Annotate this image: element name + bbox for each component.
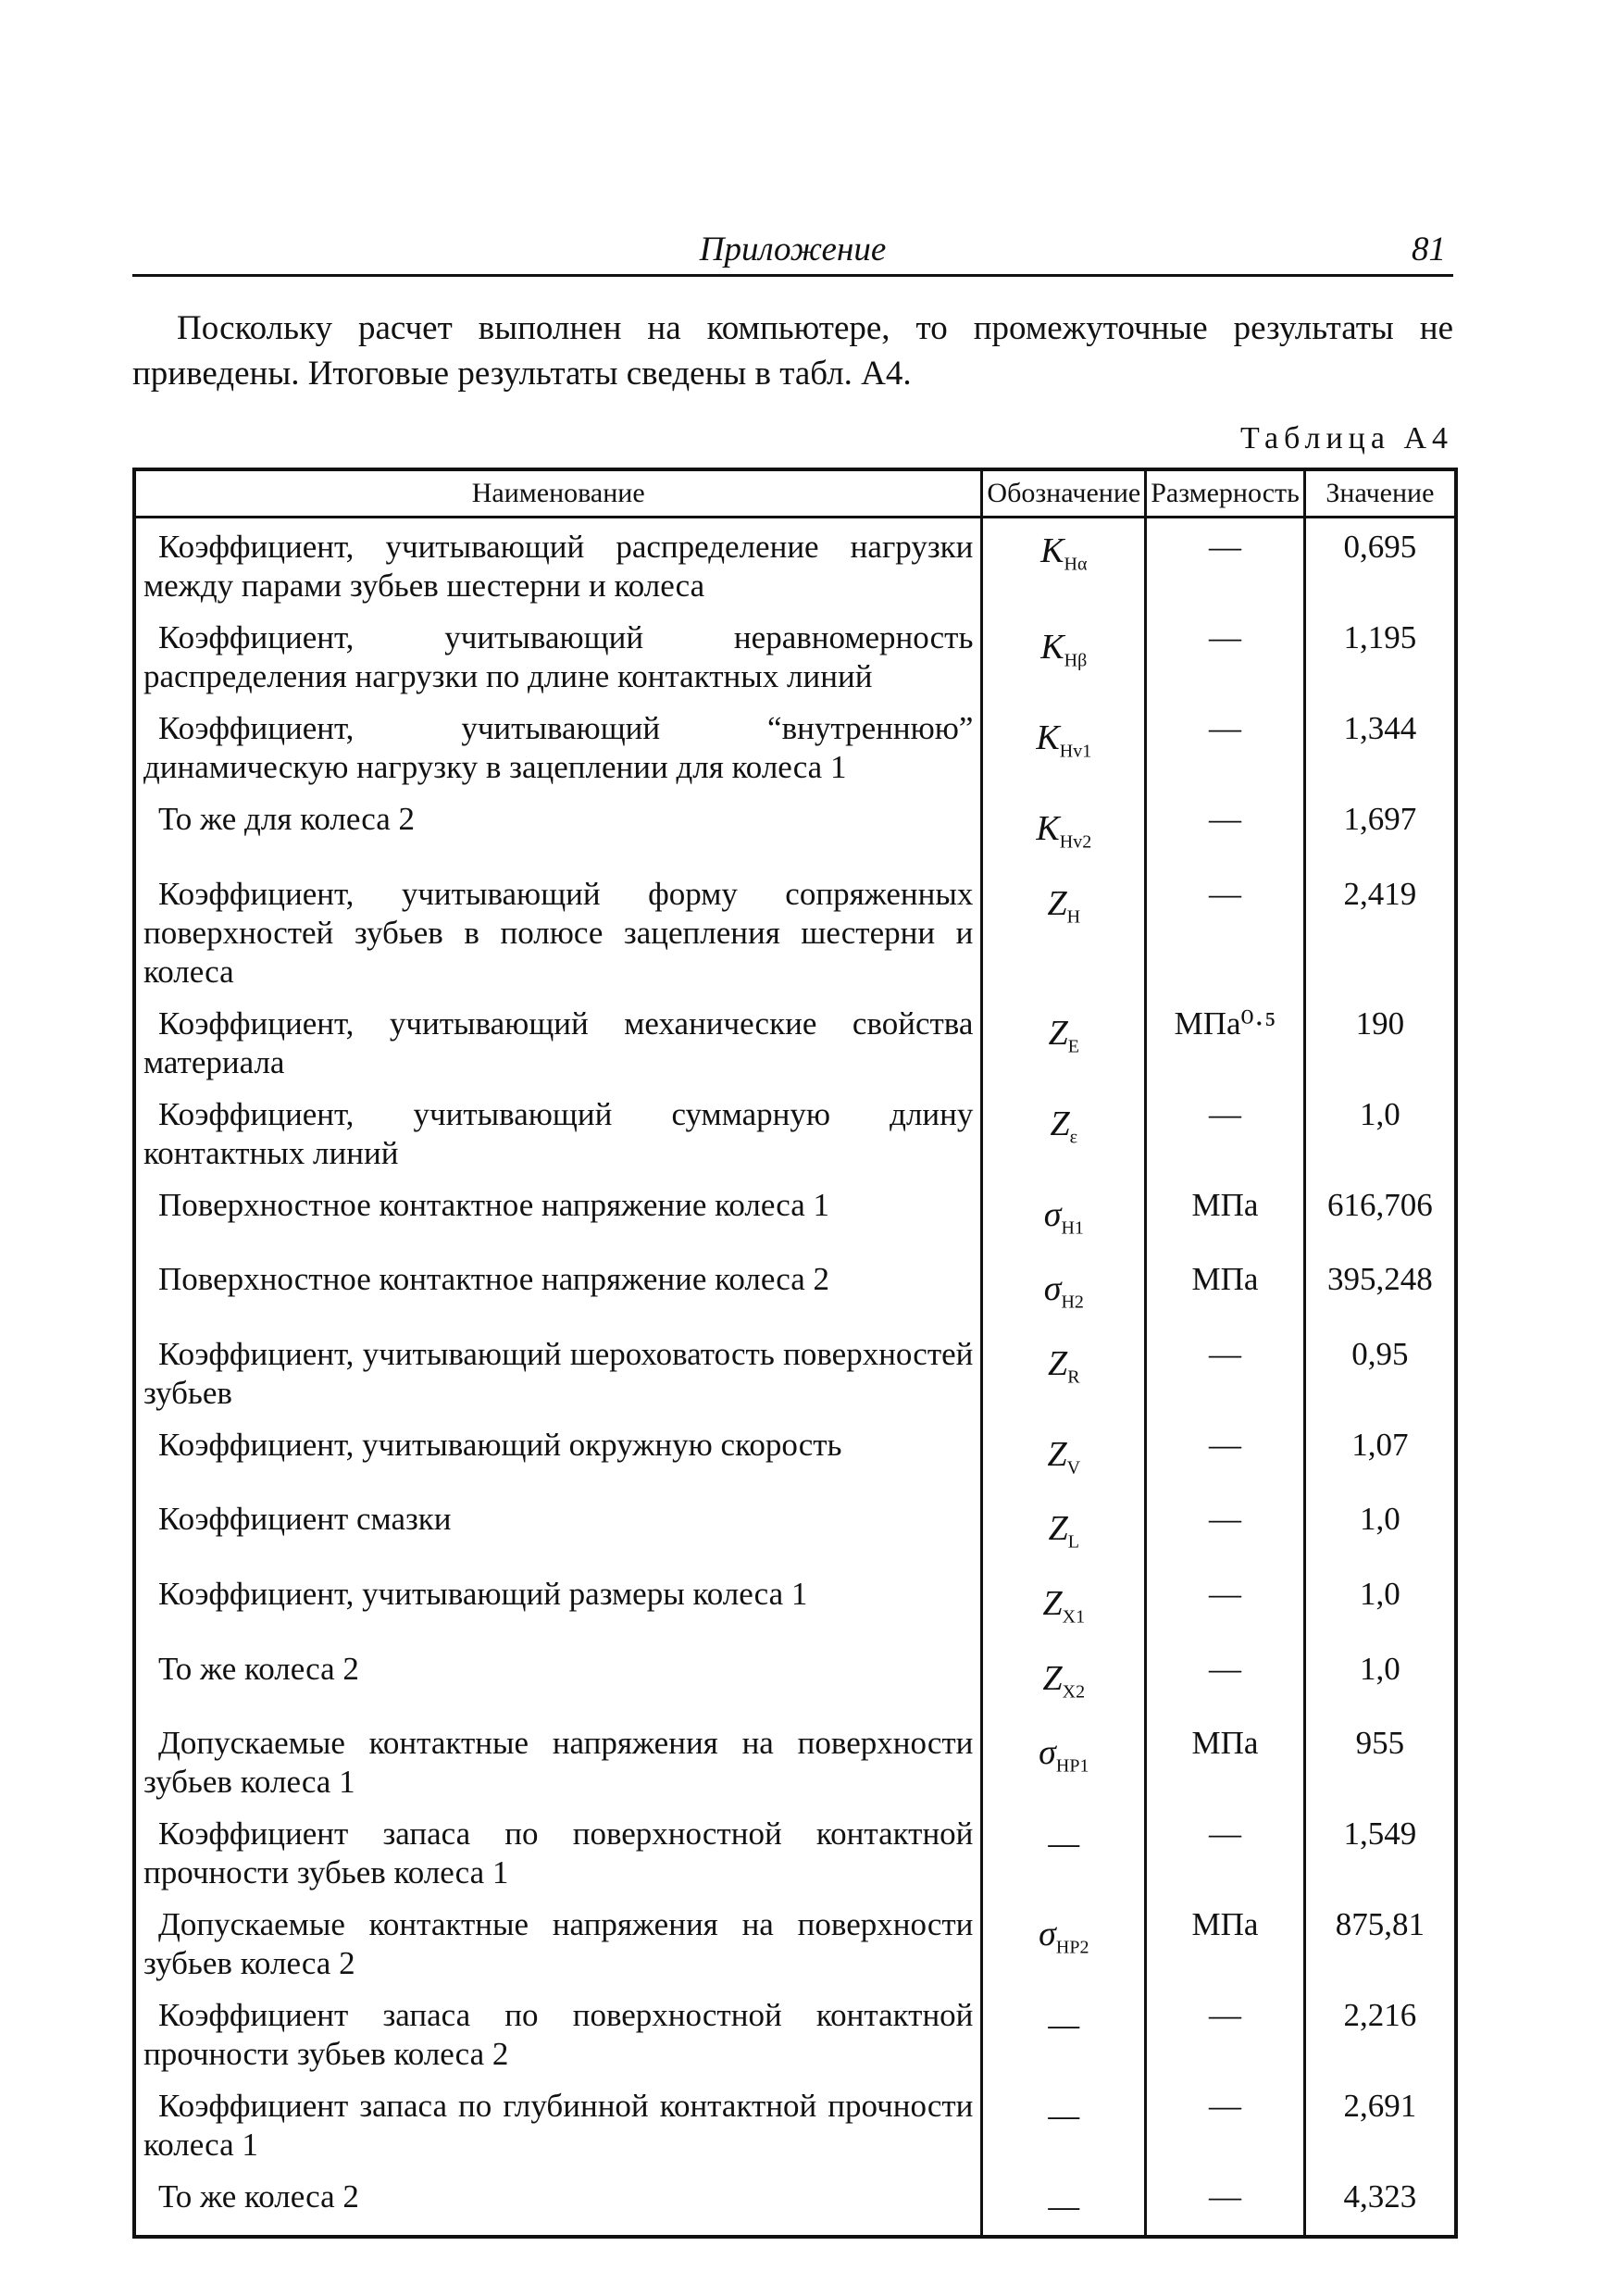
symbol-subscript: Hv2	[1059, 831, 1092, 853]
table-row	[134, 1902, 1456, 1992]
symbol-base: σ	[1039, 1733, 1056, 1773]
cell-value: 2,419	[1304, 871, 1456, 1001]
cell-symbol	[982, 1001, 1146, 1092]
symbol-subscript: X1	[1062, 1606, 1086, 1628]
symbol-base: K	[1036, 809, 1060, 848]
intro-paragraph	[132, 306, 1453, 396]
cell-name: Коэффициент, учитывающий “внутреннюю” динамическую нагрузку в зацеплении для колеса 1	[134, 705, 982, 796]
cell-dimension: —	[1146, 1992, 1305, 2083]
symbol-subscript: H	[1066, 906, 1081, 928]
table-row	[134, 1331, 1456, 1422]
cell-dimension: МПа	[1146, 1182, 1305, 1257]
symbol-base: σ	[1043, 1194, 1062, 1234]
cell-name: Коэффициент смазки	[134, 1496, 982, 1571]
symbol-subscript: Hv1	[1059, 741, 1092, 762]
cell-name: Коэффициент, учитывающий размеры колеса 1	[134, 1571, 982, 1646]
symbol-base: —	[1048, 2005, 1080, 2045]
cell-value: 190	[1304, 1001, 1456, 1092]
symbol-base: Z	[1048, 1013, 1068, 1053]
cell-name: Коэффициент, учитывающий механические свойства материала	[134, 1001, 982, 1092]
cell-symbol	[982, 2083, 1146, 2174]
cell-symbol	[982, 796, 1146, 871]
symbol-base: —	[1048, 1824, 1080, 1864]
cell-symbol	[982, 1811, 1146, 1902]
cell-name: Коэффициент запаса по глубинной контактной прочности колеса 1	[134, 2083, 982, 2174]
cell-dimension: МПа⁰·⁵	[1146, 1001, 1305, 1092]
symbol-subscript: H2	[1061, 1292, 1084, 1313]
cell-symbol	[982, 1720, 1146, 1811]
cell-dimension: МПа	[1146, 1256, 1305, 1331]
symbol-base: K	[1036, 718, 1060, 757]
cell-name: Коэффициент запаса по поверхностной контактной прочности зубьев колеса 2	[134, 1992, 982, 2083]
cell-value: 1,549	[1304, 1811, 1456, 1902]
cell-symbol	[982, 615, 1146, 705]
cell-value: 616,706	[1304, 1182, 1456, 1257]
cell-value: 395,248	[1304, 1256, 1456, 1331]
cell-name: Коэффициент запаса по поверхностной контактной прочности зубьев колеса 1	[134, 1811, 982, 1902]
cell-symbol	[982, 518, 1146, 616]
cell-value: 1,344	[1304, 705, 1456, 796]
table-row	[134, 615, 1456, 705]
cell-dimension: —	[1146, 1422, 1305, 1497]
symbol-subscript: Hβ	[1064, 650, 1088, 671]
cell-name: То же колеса 2	[134, 2174, 982, 2237]
symbol-base: —	[1048, 2187, 1080, 2227]
symbol-subscript: R	[1067, 1366, 1080, 1388]
cell-dimension: МПа	[1146, 1720, 1305, 1811]
symbol-base: K	[1040, 628, 1064, 667]
symbol-base: Z	[1050, 1104, 1070, 1143]
symbol-subscript: V	[1066, 1457, 1081, 1479]
col-header-value: Значение	[1304, 469, 1456, 518]
cell-dimension: —	[1146, 871, 1305, 1001]
cell-value: 1,0	[1304, 1496, 1456, 1571]
cell-dimension: —	[1146, 518, 1305, 616]
symbol-base: Z	[1042, 1658, 1063, 1698]
cell-name: Коэффициент, учитывающий шероховатость поверхностей зубьев	[134, 1331, 982, 1422]
cell-value: 1,0	[1304, 1092, 1456, 1182]
symbol-subscript: ε	[1069, 1127, 1078, 1148]
cell-value: 2,216	[1304, 1992, 1456, 2083]
col-header-dimension: Размерность	[1146, 469, 1305, 518]
cell-value: 0,95	[1304, 1331, 1456, 1422]
cell-symbol	[982, 1092, 1146, 1182]
symbol-base: σ	[1043, 1269, 1062, 1309]
symbol-subscript: H1	[1061, 1217, 1084, 1239]
symbol-base: Z	[1048, 1509, 1068, 1549]
table-row	[134, 1992, 1456, 2083]
cell-name: Коэффициент, учитывающий суммарную длину контактных линий	[134, 1092, 982, 1182]
cell-dimension: —	[1146, 1092, 1305, 1182]
table-row	[134, 1646, 1456, 1721]
header-title: Приложение	[699, 231, 887, 268]
table-row	[134, 2083, 1456, 2174]
cell-symbol	[982, 2174, 1146, 2237]
symbol-base: —	[1048, 2096, 1080, 2136]
cell-symbol	[982, 1182, 1146, 1257]
cell-dimension: —	[1146, 1331, 1305, 1422]
cell-dimension: —	[1146, 615, 1305, 705]
symbol-subscript: HP1	[1055, 1755, 1089, 1777]
cell-dimension: —	[1146, 2083, 1305, 2174]
cell-name: То же колеса 2	[134, 1646, 982, 1721]
table-row	[134, 871, 1456, 1001]
cell-dimension: —	[1146, 705, 1305, 796]
table-row	[134, 1811, 1456, 1902]
table-row	[134, 1092, 1456, 1182]
col-header-name: Наименование	[134, 469, 982, 518]
symbol-base: Z	[1047, 883, 1067, 923]
cell-name: Коэффициент, учитывающий окружную скорость	[134, 1422, 982, 1497]
cell-name: Допускаемые контактные напряжения на поверхности зубьев колеса 1	[134, 1720, 982, 1811]
cell-name: То же для колеса 2	[134, 796, 982, 871]
cell-symbol	[982, 871, 1146, 1001]
cell-value: 1,0	[1304, 1646, 1456, 1721]
symbol-base: K	[1040, 531, 1064, 570]
symbol-base: Z	[1047, 1434, 1067, 1474]
cell-symbol	[982, 1422, 1146, 1497]
symbol-subscript: L	[1067, 1531, 1079, 1553]
symbol-base: Z	[1042, 1583, 1063, 1623]
col-header-symbol: Обозначение	[982, 469, 1146, 518]
cell-value: 1,697	[1304, 796, 1456, 871]
page-number: 81	[1412, 231, 1446, 268]
cell-dimension: —	[1146, 1496, 1305, 1571]
table-row	[134, 796, 1456, 871]
cell-symbol	[982, 1646, 1146, 1721]
cell-symbol	[982, 1256, 1146, 1331]
cell-value: 1,0	[1304, 1571, 1456, 1646]
symbol-base: σ	[1039, 1915, 1056, 1954]
table-row	[134, 518, 1456, 616]
table-row	[134, 1256, 1456, 1331]
cell-symbol	[982, 705, 1146, 796]
cell-value: 2,691	[1304, 2083, 1456, 2174]
cell-dimension: —	[1146, 2174, 1305, 2237]
cell-value: 0,695	[1304, 518, 1456, 616]
cell-symbol	[982, 1571, 1146, 1646]
table-row	[134, 1422, 1456, 1497]
table-header-row	[134, 469, 1456, 518]
table-row	[134, 1001, 1456, 1092]
symbol-subscript: X2	[1062, 1681, 1086, 1703]
cell-value: 875,81	[1304, 1902, 1456, 1992]
cell-value: 1,195	[1304, 615, 1456, 705]
table-caption: Таблица А4	[1240, 421, 1453, 455]
cell-name: Коэффициент, учитывающий распределение нагрузки между парами зубьев шестерни и колеса	[134, 518, 982, 616]
cell-name: Поверхностное контактное напряжение колеса 2	[134, 1256, 982, 1331]
cell-dimension: —	[1146, 1811, 1305, 1902]
cell-value: 4,323	[1304, 2174, 1456, 2237]
table-row	[134, 1571, 1456, 1646]
cell-name: Коэффициент, учитывающий неравномерность распределения нагрузки по длине контактных линий	[134, 615, 982, 705]
symbol-subscript: E	[1067, 1036, 1079, 1057]
cell-value: 955	[1304, 1720, 1456, 1811]
cell-name: Коэффициент, учитывающий форму сопряженных поверхностей зубьев в полюсе зацепления шестерни и колеса	[134, 871, 982, 1001]
table-body	[134, 518, 1456, 2238]
results-table	[132, 468, 1458, 2239]
cell-dimension: —	[1146, 1571, 1305, 1646]
table-row	[134, 1720, 1456, 1811]
symbol-subscript: Hα	[1064, 554, 1088, 575]
cell-value: 1,07	[1304, 1422, 1456, 1497]
cell-name: Допускаемые контактные напряжения на поверхности зубьев колеса 2	[134, 1902, 982, 1992]
table-row	[134, 705, 1456, 796]
cell-dimension: —	[1146, 796, 1305, 871]
cell-name: Поверхностное контактное напряжение колеса 1	[134, 1182, 982, 1257]
cell-symbol	[982, 1331, 1146, 1422]
cell-symbol	[982, 1902, 1146, 1992]
table-row	[134, 1496, 1456, 1571]
table-row	[134, 2174, 1456, 2237]
table-row	[134, 1182, 1456, 1257]
intro-text: Поскольку расчет выполнен на компьютере, то промежуточные результаты не приведены. Итоговые результаты сведены в табл. А4.	[132, 309, 1453, 393]
symbol-base: Z	[1048, 1343, 1068, 1383]
cell-dimension: —	[1146, 1646, 1305, 1721]
cell-dimension: МПа	[1146, 1902, 1305, 1992]
cell-symbol	[982, 1992, 1146, 2083]
running-header	[132, 230, 1453, 277]
symbol-subscript: HP2	[1055, 1937, 1089, 1958]
cell-symbol	[982, 1496, 1146, 1571]
